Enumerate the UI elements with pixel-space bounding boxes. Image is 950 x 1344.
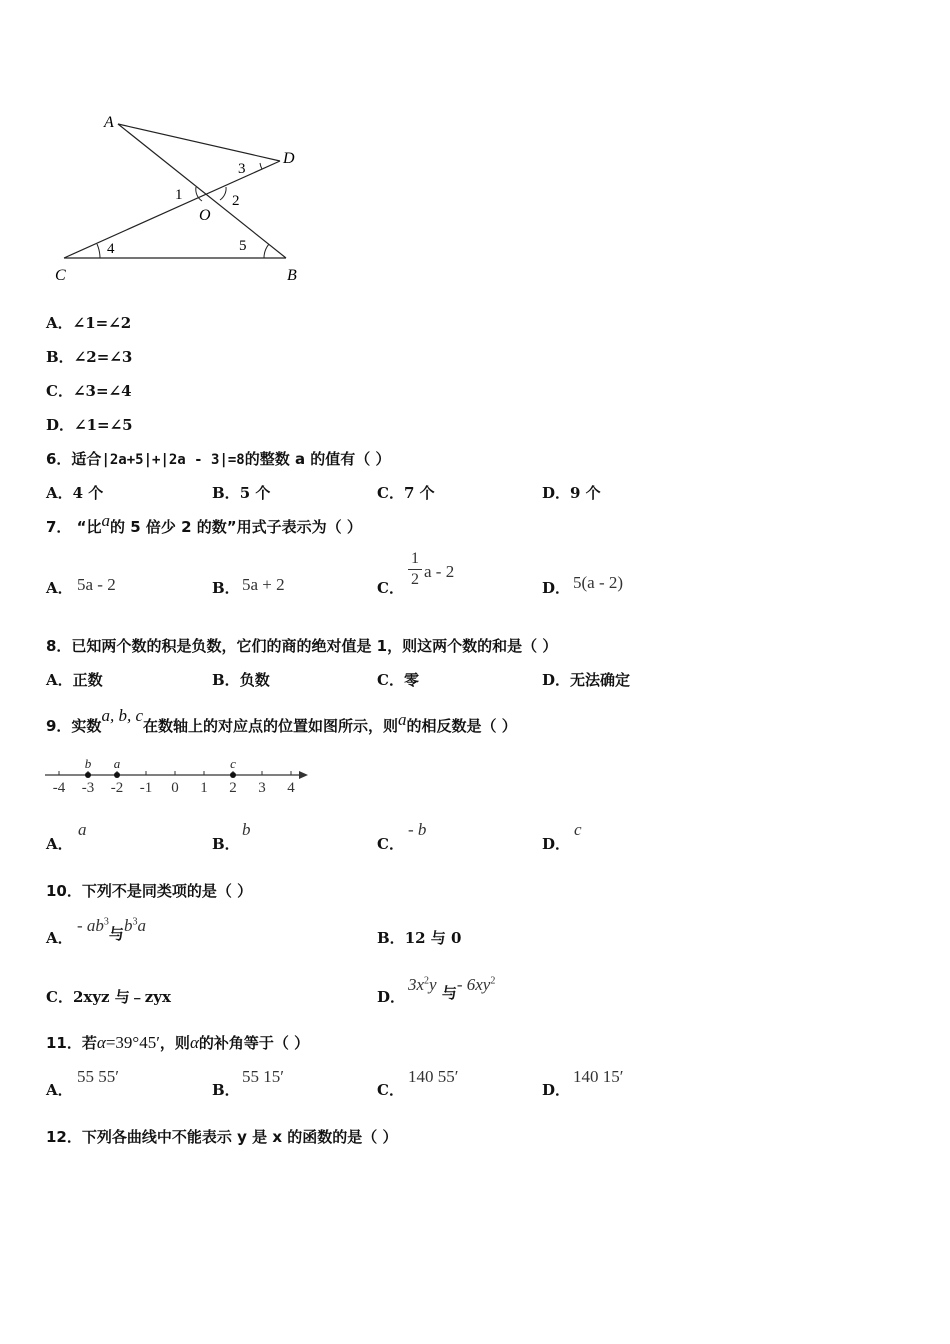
arc-angle-4 [97, 244, 100, 258]
point-label-B: B [287, 267, 297, 284]
q10-option-c: C．2xyz 与﹣zyx [46, 988, 171, 1006]
q11-option-d-label: D． [542, 1081, 571, 1099]
number-line-tick-label: 2 [229, 780, 237, 796]
q8-stem: 8．已知两个数的积是负数，它们的商的绝对值是 1，则这两个数的和是（ ） [46, 637, 558, 655]
q7-option-d-label: D． [542, 579, 571, 597]
point-label-C: C [55, 267, 66, 284]
q6-option-d: D．9 个 [542, 484, 601, 502]
q5-option-c: C．∠3=∠4 [46, 382, 132, 400]
line-CD [64, 161, 280, 258]
number-line-tick-label: -3 [81, 780, 95, 796]
number-line-point-label-b: b [84, 756, 92, 771]
q11-option-d-expr: 140 15′ [573, 1067, 624, 1086]
number-line-tick-label: -4 [52, 780, 66, 796]
q7-option-b-expr: 5a + 2 [242, 575, 285, 594]
angle-label-2: 2 [232, 193, 240, 209]
q7-option-a-expr: 5a - 2 [77, 575, 116, 594]
q9-option-c-expr: - b [408, 820, 427, 839]
q9-option-c-label: C． [377, 835, 404, 853]
number-line-tick-label: -2 [110, 780, 124, 796]
q7-option-b-label: B． [212, 579, 240, 597]
q9-option-a-expr: a [78, 820, 87, 839]
number-line-tick-label: 0 [171, 780, 179, 796]
q6-option-a: A．4 个 [46, 484, 104, 502]
q10-option-a-label: A． [46, 929, 73, 947]
q7-option-c-label: C． [377, 579, 404, 597]
q10-option-d-label: D． [377, 988, 406, 1006]
angle-label-5: 5 [239, 238, 247, 254]
q12-stem: 12．下列各曲线中不能表示 y 是 x 的函数的是（ ） [46, 1128, 398, 1146]
q11-option-c-expr: 140 55′ [408, 1067, 459, 1086]
q10-stem: 10．下列不是同类项的是（ ） [46, 882, 253, 900]
q7-option-d-expr: 5(a - 2) [573, 573, 624, 592]
q7-option-c-fraction [408, 550, 422, 589]
fraction-numerator: 1 [411, 550, 419, 567]
number-line-point-label-a: a [113, 756, 121, 771]
q8-option-d: D．无法确定 [542, 671, 631, 689]
number-line-tick-label: 3 [258, 780, 266, 796]
angle-label-4: 4 [107, 241, 115, 257]
q9-stem: 9．实数a, b, c在数轴上的对应点的位置如图所示，则a的相反数是（ ） [46, 706, 517, 735]
q11-option-b-expr: 55 15′ [242, 1067, 284, 1086]
q11-option-c-label: C． [377, 1081, 404, 1099]
q9-option-d-label: D． [542, 835, 571, 853]
line-AB [118, 124, 286, 258]
line-AD [118, 124, 280, 161]
angle-label-3: 3 [238, 161, 246, 177]
q10-option-d-expr: $3x^2y$ 与- $6xy^2$ [408, 975, 496, 1002]
q5-option-b: B．∠2=∠3 [46, 348, 133, 366]
point-label-O: O [199, 207, 211, 224]
q9-option-d-expr: c [574, 820, 582, 839]
q6-stem: 6．适合|2a+5|+|2a - 3|=8的整数 a 的值有（ ） [46, 450, 391, 468]
q8-option-c: C．零 [377, 671, 419, 689]
q7-option-c-rest: a - 2 [424, 562, 455, 581]
q9-option-b-label: B． [212, 835, 240, 853]
q6-option-b: B．5 个 [212, 484, 271, 502]
q6-option-c: C．7 个 [377, 484, 435, 502]
point-label-A: A [104, 114, 114, 131]
fraction-bar [408, 569, 422, 570]
q7-stem: 7． “比a的 5 倍少 2 的数”用式子表示为（ ） [46, 511, 362, 536]
arc-angle-2 [220, 187, 226, 200]
number-line-tick-label: -1 [139, 780, 153, 796]
q11-stem: 11．若α=39°45′，则α的补角等于（ ） [46, 1033, 310, 1052]
number-line-point-c [230, 772, 236, 778]
q9-option-a-label: A． [46, 835, 73, 853]
triangle-figure [40, 105, 330, 295]
q10-option-a-expr: - $ab^3$与$b^3a$ [77, 916, 146, 943]
arc-angle-3 [260, 163, 262, 169]
number-line-point-a [114, 772, 120, 778]
number-line-tick-label: 4 [287, 780, 295, 796]
number-line-arrow [299, 771, 308, 779]
q9-option-b-expr: b [242, 820, 251, 839]
number-line-point-b [85, 772, 91, 778]
q7-option-a-label: A． [46, 579, 73, 597]
number-line [40, 752, 320, 800]
q5-option-d: D．∠1=∠5 [46, 416, 133, 434]
q8-option-a: A．正数 [46, 671, 103, 689]
fraction-denominator: 2 [411, 571, 419, 588]
arc-angle-5 [264, 244, 269, 258]
number-line-tick-label: 1 [200, 780, 208, 796]
angle-label-1: 1 [175, 187, 183, 203]
q10-option-b: B．12 与 0 [377, 929, 462, 947]
q8-option-b: B．负数 [212, 671, 270, 689]
number-line-point-label-c: c [230, 756, 236, 771]
point-label-D: D [283, 150, 295, 167]
q5-option-a: A．∠1=∠2 [46, 314, 132, 332]
q11-option-a-label: A． [46, 1081, 73, 1099]
q11-option-a-expr: 55 55′ [77, 1067, 119, 1086]
q11-option-b-label: B． [212, 1081, 240, 1099]
